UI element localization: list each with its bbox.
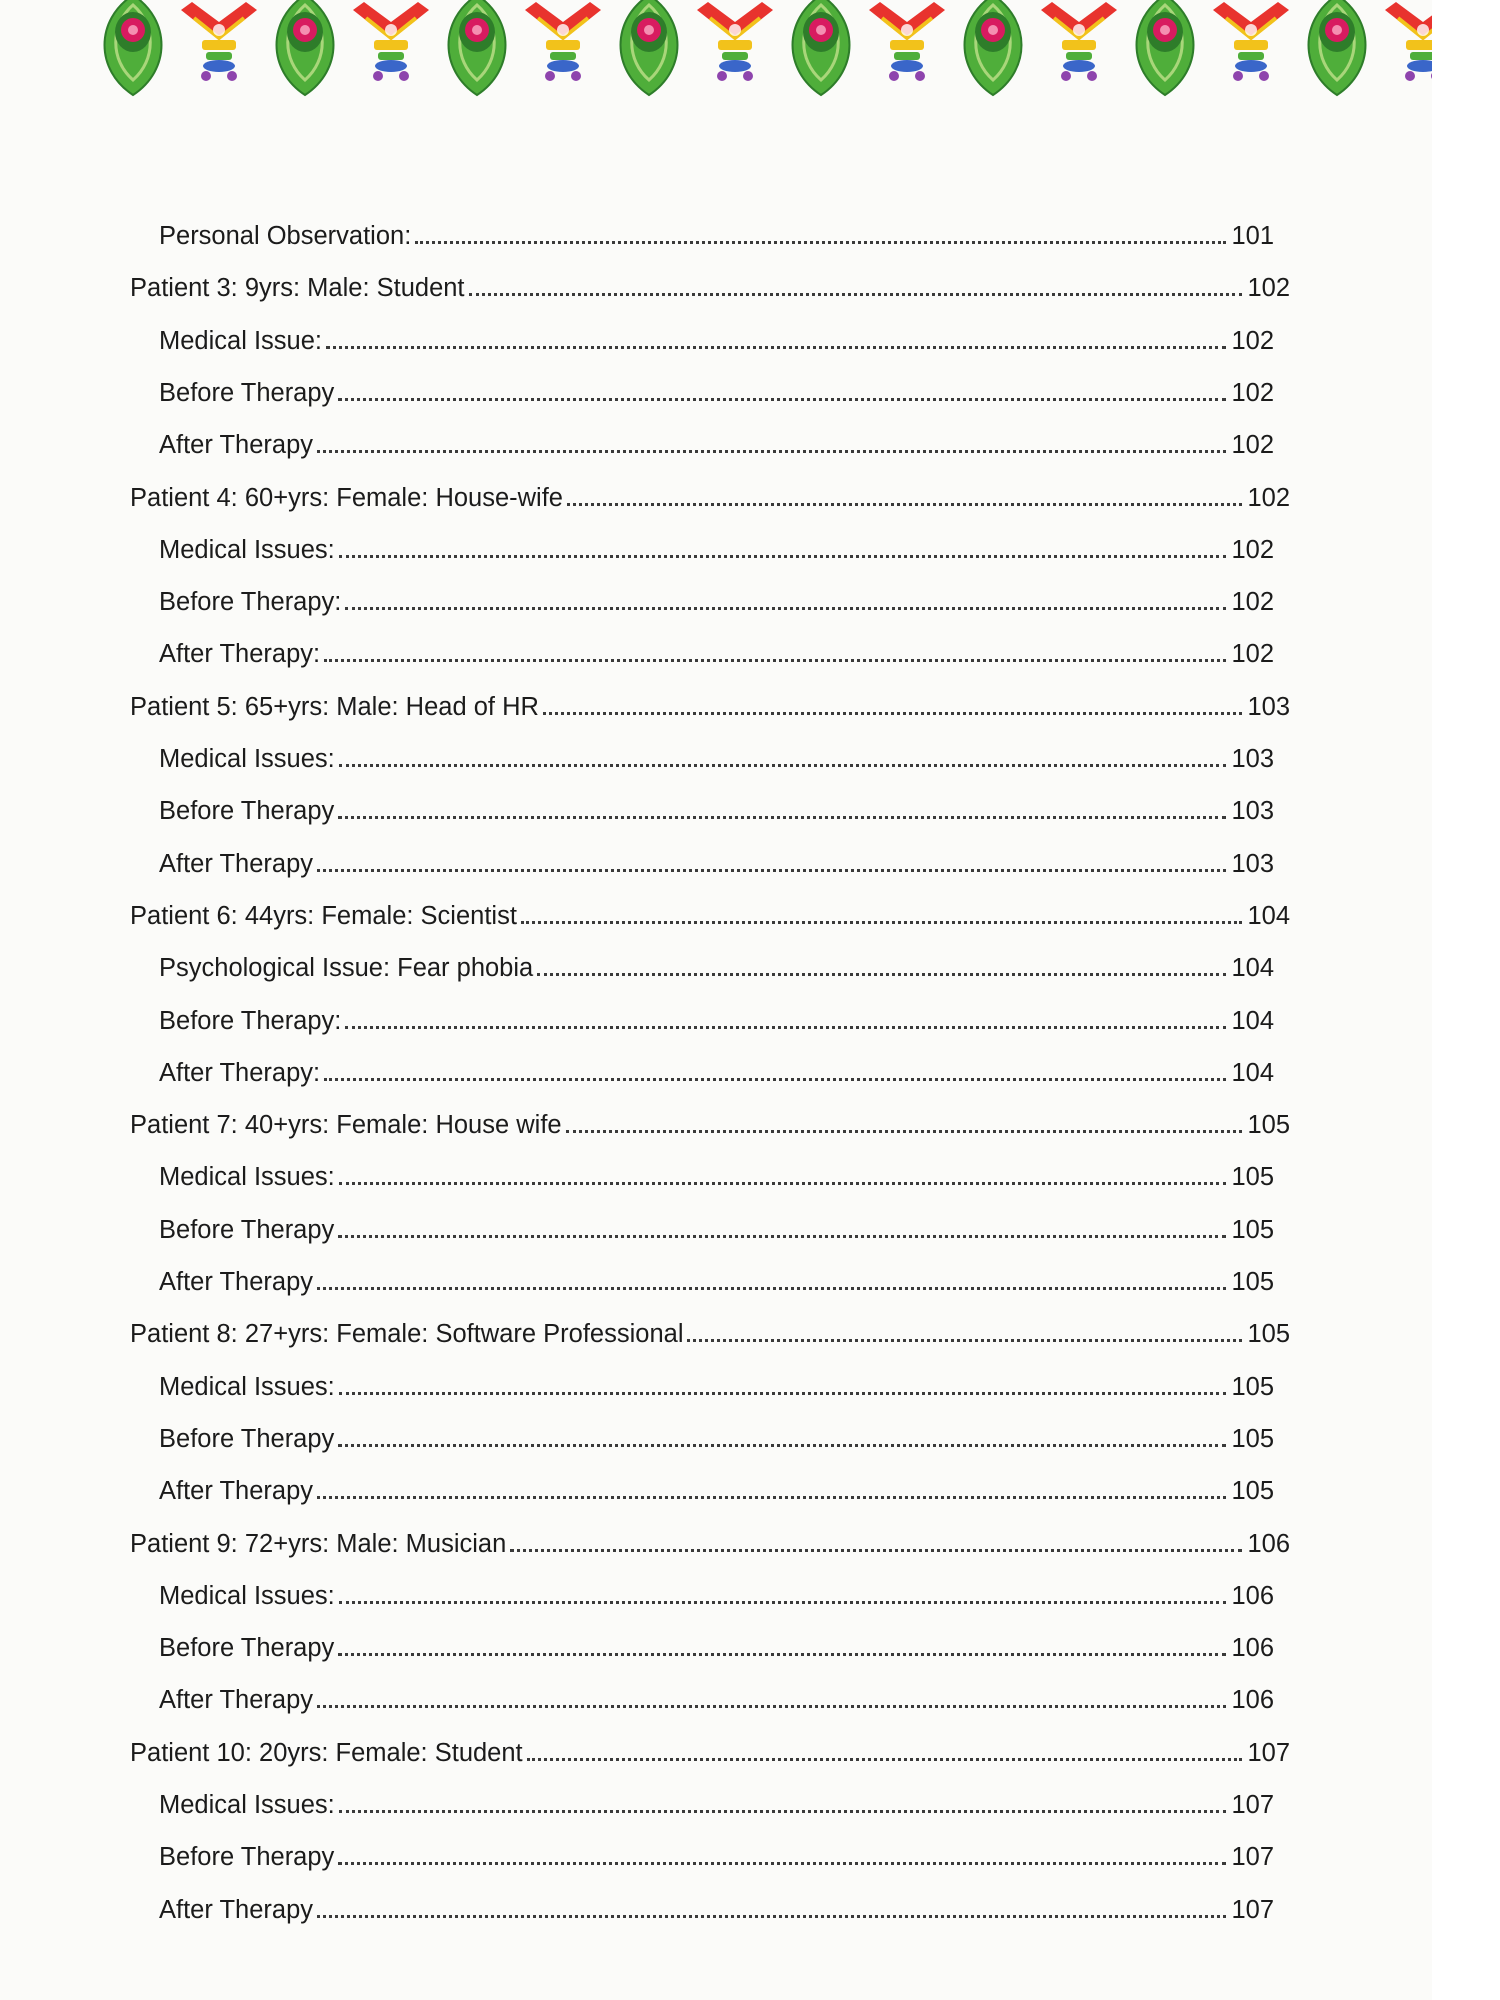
toc-leader-dots [687, 1339, 1242, 1342]
toc-entry-label: After Therapy: [159, 640, 321, 669]
toc-leader-dots [317, 1287, 1226, 1290]
toc-leader-dots [339, 764, 1226, 767]
toc-entry-label: Medical Issues: [159, 745, 335, 773]
toc-page-number: 105 [1231, 1372, 1274, 1401]
toc-leader-dots [567, 503, 1242, 506]
toc-entry-subsection [159, 1836, 1274, 1872]
toc-leader-dots [339, 1810, 1226, 1813]
toc-entry-patient [130, 477, 1290, 513]
toc-leader-dots [338, 1444, 1226, 1447]
toc-page-number: 102 [1231, 431, 1274, 460]
toc-page-number: 107 [1247, 1738, 1290, 1767]
toc-entry-subsection [159, 1575, 1274, 1611]
toc-page-number: 105 [1231, 1163, 1274, 1192]
toc-entry-label: Before Therapy [159, 1215, 335, 1244]
toc-leader-dots [415, 241, 1226, 244]
toc-entry-patient [130, 1732, 1290, 1768]
toc-leader-dots [317, 1496, 1226, 1499]
toc-entry-label: Personal Observation: [159, 222, 412, 250]
toc-leader-dots [469, 293, 1242, 296]
toc-entry-subsection [159, 581, 1274, 617]
toc-page-number: 104 [1231, 1006, 1274, 1035]
toc-page-number: 105 [1231, 1477, 1274, 1506]
toc-leader-dots [537, 973, 1226, 976]
toc-entry-label: Patient 7: 40+yrs: Female: House wife [130, 1111, 562, 1140]
toc-page-number: 102 [1247, 274, 1290, 303]
toc-leader-dots [338, 1235, 1226, 1238]
toc-entry-label: Patient 3: 9yrs: Male: Student [130, 274, 465, 303]
toc-entry-subsection [159, 633, 1274, 669]
toc-page-number: 102 [1231, 588, 1274, 617]
toc-entry-label: Medical Issue: [159, 326, 322, 355]
toc-page-number: 103 [1231, 849, 1274, 878]
toc-entry-label: Patient 8: 27+yrs: Female: Software Professional [130, 1320, 684, 1349]
toc-entry-label: Patient 9: 72+yrs: Male: Musician [130, 1529, 507, 1558]
toc-entry-label: Medical Issues: [159, 1372, 335, 1401]
toc-page-number: 101 [1231, 222, 1274, 250]
toc-leader-dots [521, 921, 1242, 924]
toc-entry-label: After Therapy [159, 431, 314, 460]
toc-entry-label: Before Therapy: [159, 1006, 342, 1035]
toc-page-number: 102 [1231, 378, 1274, 407]
toc-leader-dots [345, 607, 1226, 610]
toc-entry-label: Patient 4: 60+yrs: Female: House-wife [130, 483, 563, 512]
toc-entry-subsection [159, 372, 1274, 408]
toc-page-number: 106 [1247, 1529, 1290, 1558]
toc-entry-subsection [159, 320, 1274, 356]
toc-entry-subsection [159, 1209, 1274, 1245]
toc-entry-subsection [159, 1052, 1274, 1088]
toc-leader-dots [510, 1549, 1242, 1552]
toc-entry-subsection [159, 790, 1274, 826]
toc-page-number: 102 [1231, 535, 1274, 564]
toc-entry-patient [130, 267, 1290, 303]
toc-entry-subsection [159, 1889, 1274, 1925]
page-margin [1432, 0, 1500, 2000]
toc-leader-dots [339, 1392, 1226, 1395]
toc-page-number: 107 [1231, 1895, 1274, 1924]
toc-entry-subsection [159, 1679, 1274, 1715]
toc-entry-patient [130, 1523, 1290, 1559]
toc-entry-patient [130, 1313, 1290, 1349]
toc-page-number: 105 [1231, 1215, 1274, 1244]
toc-entry-subsection [159, 1000, 1274, 1036]
toc-entry-patient [130, 686, 1290, 722]
toc-entry-subsection [159, 1418, 1274, 1454]
toc-entry-subsection [159, 1470, 1274, 1506]
toc-entry-subsection [159, 1366, 1274, 1402]
toc-page-number: 105 [1247, 1320, 1290, 1349]
toc-entry-subsection [159, 1627, 1274, 1663]
toc-page-number: 105 [1231, 1268, 1274, 1296]
toc-leader-dots [338, 816, 1226, 819]
toc-leader-dots [326, 346, 1226, 349]
floral-leaf-border-icon [80, 0, 1432, 100]
toc-page-number: 102 [1231, 640, 1274, 669]
toc-leader-dots [338, 1862, 1226, 1865]
toc-leader-dots [324, 659, 1226, 662]
toc-page-number: 103 [1247, 692, 1290, 721]
toc-page-number: 105 [1231, 1424, 1274, 1453]
toc-entry-label: Medical Issues: [159, 1791, 335, 1819]
toc-entry-label: After Therapy [159, 1268, 314, 1296]
toc-page-number: 104 [1247, 901, 1290, 930]
floral-border-decoration [80, 0, 1432, 100]
toc-entry-subsection [159, 529, 1274, 565]
toc-entry-label: Patient 5: 65+yrs: Male: Head of HR [130, 692, 539, 721]
toc-entry-subsection [159, 947, 1274, 983]
toc-entry-label: After Therapy: [159, 1058, 321, 1087]
toc-entry-label: Before Therapy [159, 1843, 335, 1872]
toc-page-number: 102 [1247, 483, 1290, 512]
toc-entry-label: Patient 6: 44yrs: Female: Scientist [130, 901, 517, 930]
toc-leader-dots [527, 1758, 1242, 1761]
toc-leader-dots [339, 555, 1226, 558]
toc-entry-subsection [159, 215, 1274, 251]
toc-page-number: 105 [1247, 1111, 1290, 1140]
toc-entry-patient [130, 1104, 1290, 1140]
toc-entry-label: After Therapy [159, 1895, 314, 1924]
toc-entry-subsection [159, 738, 1274, 774]
toc-leader-dots [317, 1705, 1226, 1708]
toc-page-number: 102 [1231, 326, 1274, 355]
toc-leader-dots [345, 1026, 1226, 1029]
toc-entry-label: Medical Issues: [159, 1581, 335, 1610]
toc-page-number: 106 [1231, 1581, 1274, 1610]
toc-entry-label: After Therapy [159, 849, 314, 878]
toc-leader-dots [566, 1130, 1242, 1133]
toc-entry-subsection [159, 1156, 1274, 1192]
toc-entry-label: After Therapy [159, 1686, 314, 1715]
toc-entry-label: Patient 10: 20yrs: Female: Student [130, 1738, 523, 1767]
toc-entry-label: Before Therapy: [159, 588, 342, 617]
toc-leader-dots [339, 1601, 1226, 1604]
toc-page-number: 103 [1231, 745, 1274, 773]
toc-entry-label: Psychological Issue: Fear phobia [159, 954, 534, 983]
toc-entry-label: Before Therapy [159, 797, 335, 826]
toc-leader-dots [339, 1182, 1226, 1185]
toc-leader-dots [317, 450, 1226, 453]
toc-page-number: 106 [1231, 1634, 1274, 1663]
toc-page-number: 104 [1231, 1058, 1274, 1087]
toc-leader-dots [317, 869, 1226, 872]
toc-page-number: 107 [1231, 1791, 1274, 1819]
toc-entry-subsection [159, 424, 1274, 460]
toc-leader-dots [324, 1078, 1226, 1081]
toc-entry-subsection [159, 1784, 1274, 1820]
toc-entry-label: Before Therapy [159, 378, 335, 407]
toc-leader-dots [338, 1653, 1226, 1656]
toc-entry-label: Medical Issues: [159, 1163, 335, 1192]
toc-entry-label: Medical Issues: [159, 535, 335, 564]
toc-leader-dots [543, 712, 1242, 715]
toc-entry-label: Before Therapy [159, 1634, 335, 1663]
toc-page-number: 106 [1231, 1686, 1274, 1715]
toc-entry-subsection [159, 1261, 1274, 1297]
toc-page-number: 107 [1231, 1843, 1274, 1872]
toc-leader-dots [317, 1915, 1226, 1918]
toc-page-number: 103 [1231, 797, 1274, 826]
toc-page-number: 104 [1231, 954, 1274, 983]
toc-entry-label: After Therapy [159, 1477, 314, 1506]
toc-entry-label: Before Therapy [159, 1424, 335, 1453]
toc-entry-subsection [159, 843, 1274, 879]
toc-leader-dots [338, 398, 1226, 401]
toc-entry-patient [130, 895, 1290, 931]
